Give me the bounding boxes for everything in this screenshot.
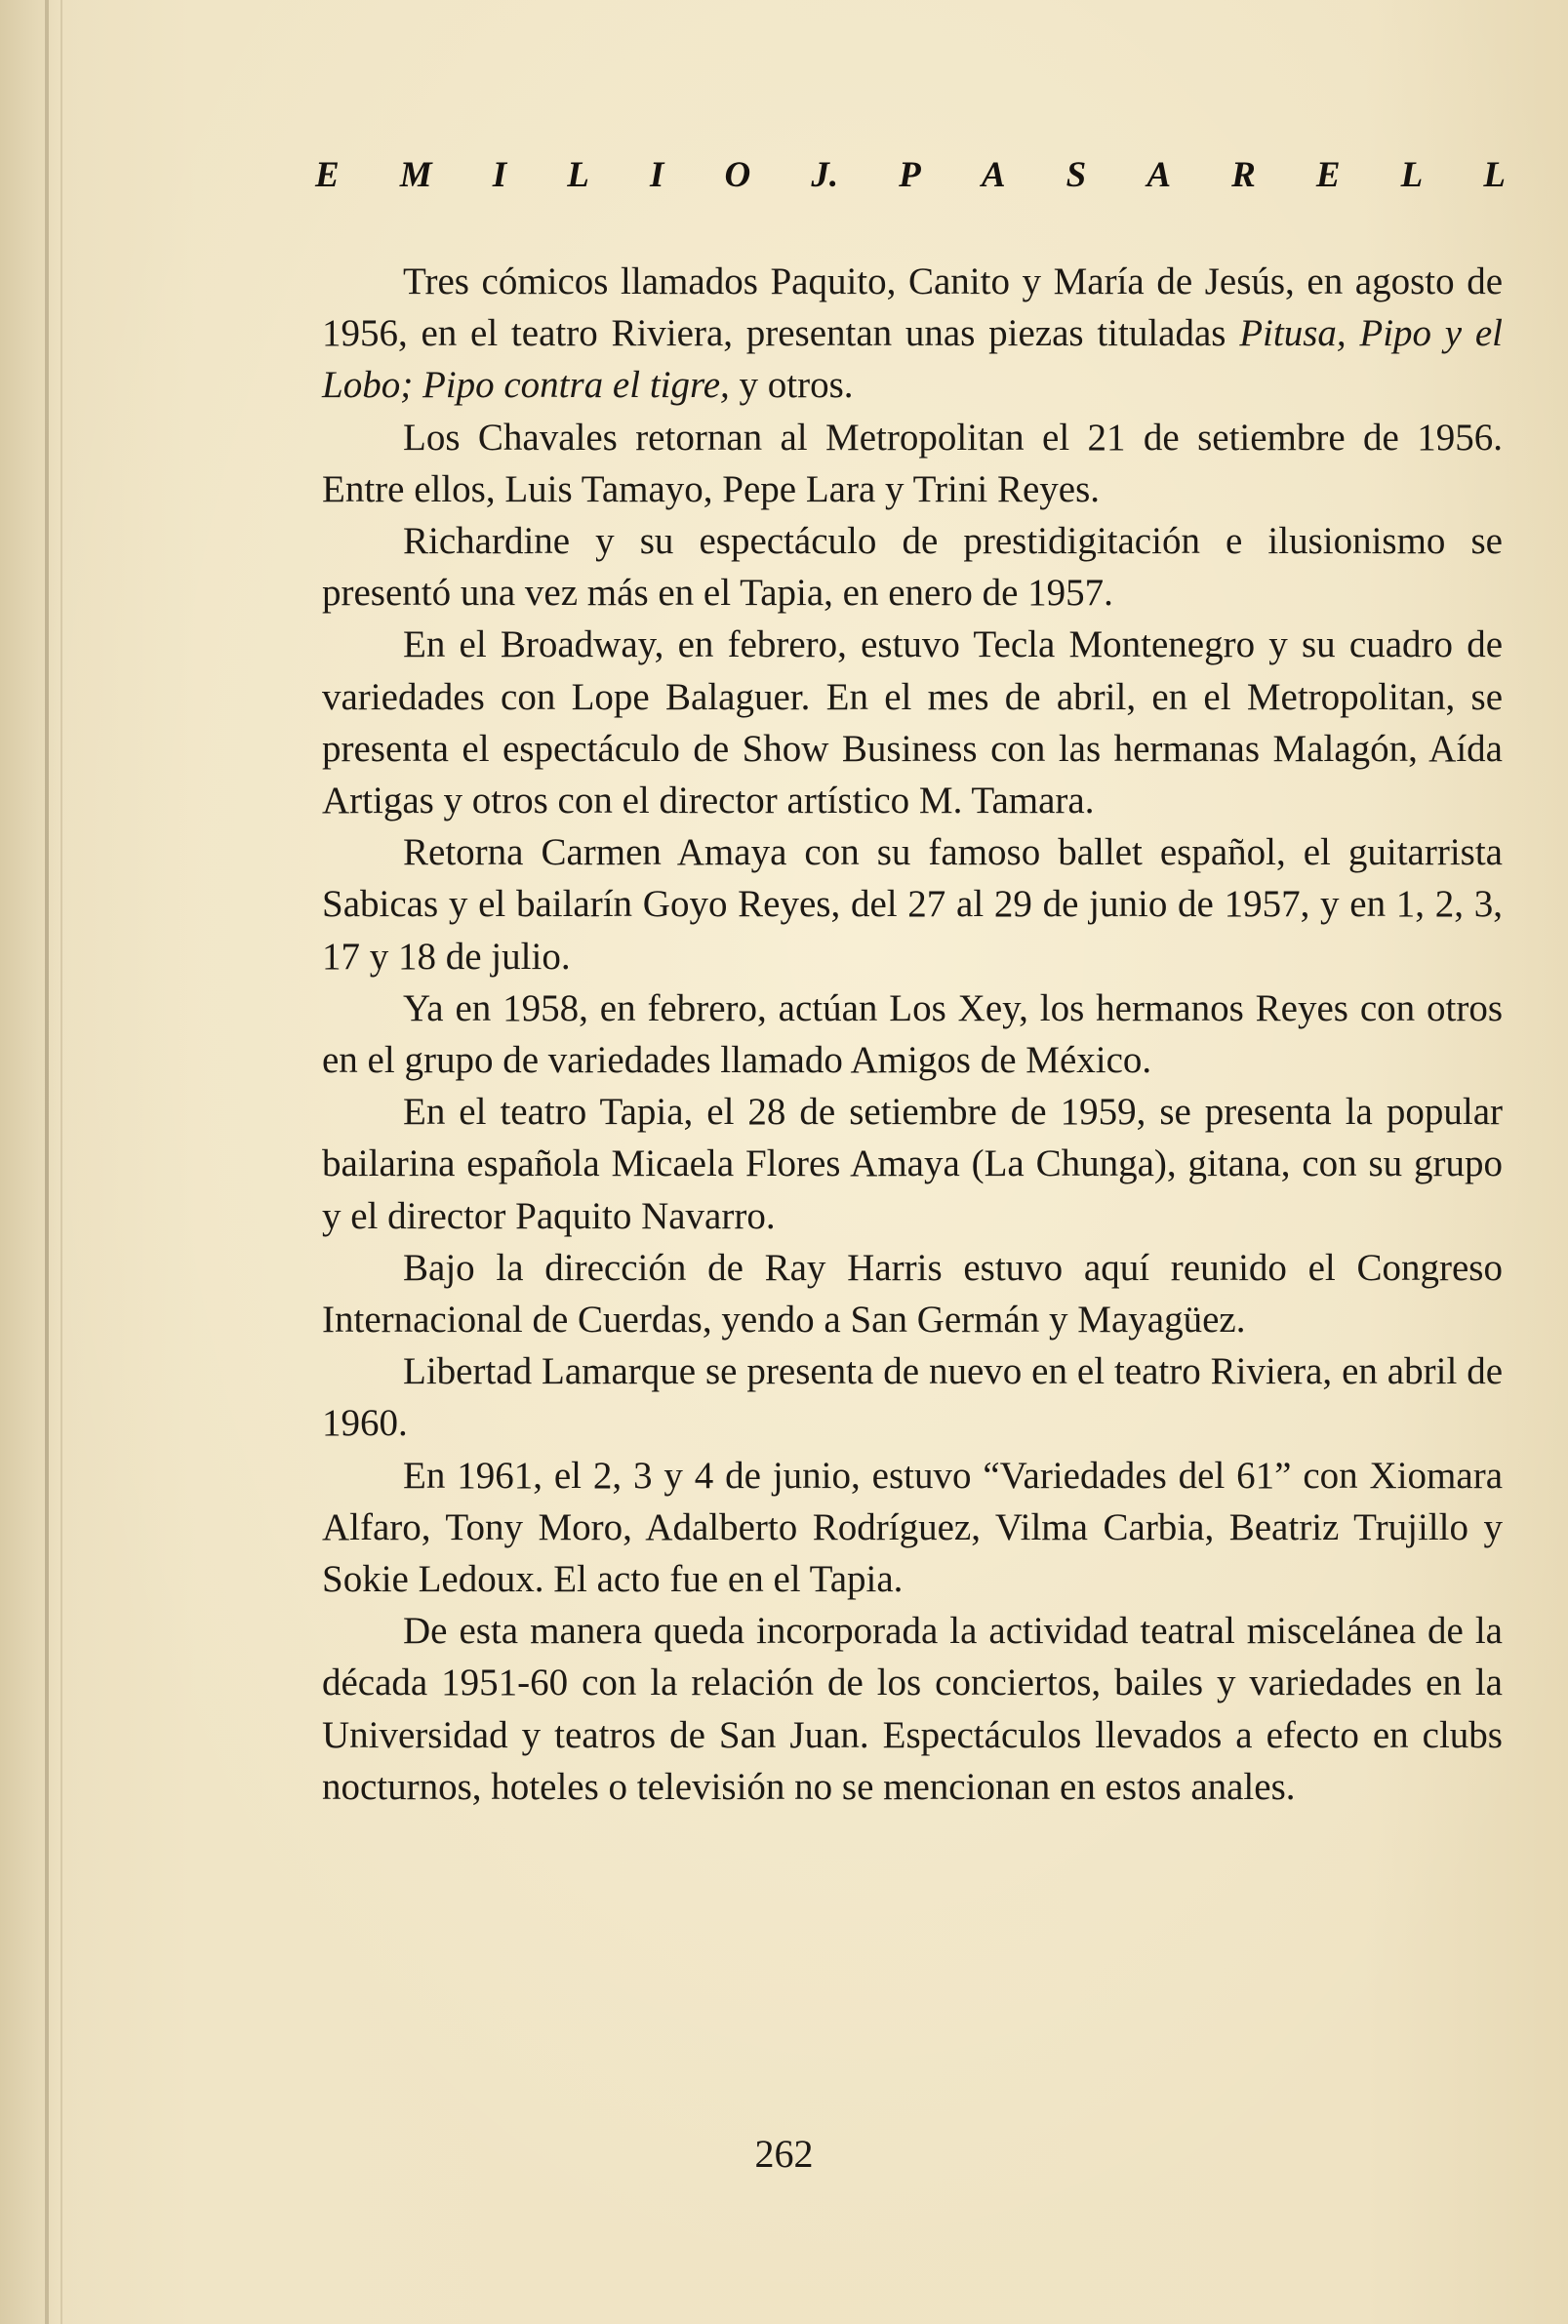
- paragraph: En 1961, el 2, 3 y 4 de junio, estuvo “Variedades del 61” con Xiomara Alfaro, Tony Moro, Adalberto Rodríguez, Vilma Carbia, Beatriz Trujillo y Sokie Ledoux. El acto fue en el Tapia.: [322, 1454, 1503, 1601]
- header-letter: E: [1315, 155, 1341, 195]
- paragraph: [322, 256, 1503, 412]
- binding-edge: [45, 0, 49, 2324]
- italic-title: Pipo contra el tigre,: [422, 364, 730, 407]
- paragraph: Libertad Lamarque se presenta de nuevo en el teatro Riviera, en abril de 1960.: [322, 1350, 1503, 1445]
- paragraph: Los Chavales retornan al Metropolitan el 21 de setiembre de 1956. Entre ellos, Luis Tamayo, Pepe Lara y Trini Reyes.: [322, 416, 1503, 510]
- header-letter: L: [1483, 155, 1506, 195]
- header-letter: I: [649, 155, 664, 195]
- header-letter: S: [1065, 155, 1087, 195]
- body-text: [322, 256, 1503, 1813]
- header-letter: A: [981, 155, 1006, 195]
- running-header: [315, 154, 1506, 196]
- header-letter: L: [1400, 155, 1424, 195]
- paragraph: En el Broadway, en febrero, estuvo Tecla Montenegro y su cuadro de variedades con Lope Balaguer. En el mes de abril, en el Metropolitan, se presenta el espectáculo de Show Business con las hermanas Malagón, Aída Artigas y otros con el director artístico M. Tamara.: [322, 623, 1503, 822]
- paragraph: Ya en 1958, en febrero, actúan Los Xey, los hermanos Reyes con otros en el grupo de variedades llamado Amigos de México.: [322, 986, 1503, 1082]
- paragraph: Richardine y su espectáculo de prestidigitación e ilusionismo se presentó una vez más en el Tapia, en enero de 1957.: [322, 520, 1503, 615]
- header-letter: J.: [811, 155, 839, 195]
- header-letter: L: [567, 155, 589, 195]
- paragraph-text: [413, 364, 422, 406]
- paragraph: En el teatro Tapia, el 28 de setiembre de 1959, se presenta la popular bailarina española Micaela Flores Amaya (La Chunga), gitana, con su grupo y el director Paquito Navarro.: [322, 1091, 1503, 1237]
- paragraph-text: Tres cómicos llamados Paquito, Canito y María de Jesús, en agosto de 1956, en el teatro Riviera, presentan unas piezas tituladas: [322, 260, 1503, 355]
- header-letter: I: [492, 155, 507, 195]
- paragraph: Bajo la dirección de Ray Harris estuvo aquí reunido el Congreso Internacional de Cuerdas, yendo a San Germán y Mayagüez.: [322, 1246, 1503, 1342]
- paragraph: De esta manera queda incorporada la actividad teatral miscelánea de la década 1951-60 con la relación de los conciertos, bailes y variedades en la Universidad y teatros de San Juan. Espectáculos llevados a efecto en clubs nocturnos, hoteles o televisión no se mencionan en estos anales.: [322, 1610, 1503, 1808]
- header-letter: R: [1231, 155, 1256, 195]
- paragraph: Retorna Carmen Amaya con su famoso ballet español, el guitarrista Sabicas y el bailarín Goyo Reyes, del 27 al 29 de junio de 1957, y en 1, 2, 3, 17 y 18 de julio.: [322, 831, 1503, 978]
- header-letter: P: [899, 155, 921, 195]
- header-letter: A: [1146, 155, 1171, 195]
- paragraph-text: y otros.: [729, 364, 854, 407]
- header-letter: E: [315, 155, 340, 195]
- binding-edge-line: [60, 0, 62, 2324]
- italic-title: Pitusa, Pipo y el Lobo;: [322, 312, 1503, 407]
- header-letter: O: [724, 155, 751, 195]
- header-letter: M: [399, 155, 432, 195]
- page-number: 262: [754, 2132, 814, 2176]
